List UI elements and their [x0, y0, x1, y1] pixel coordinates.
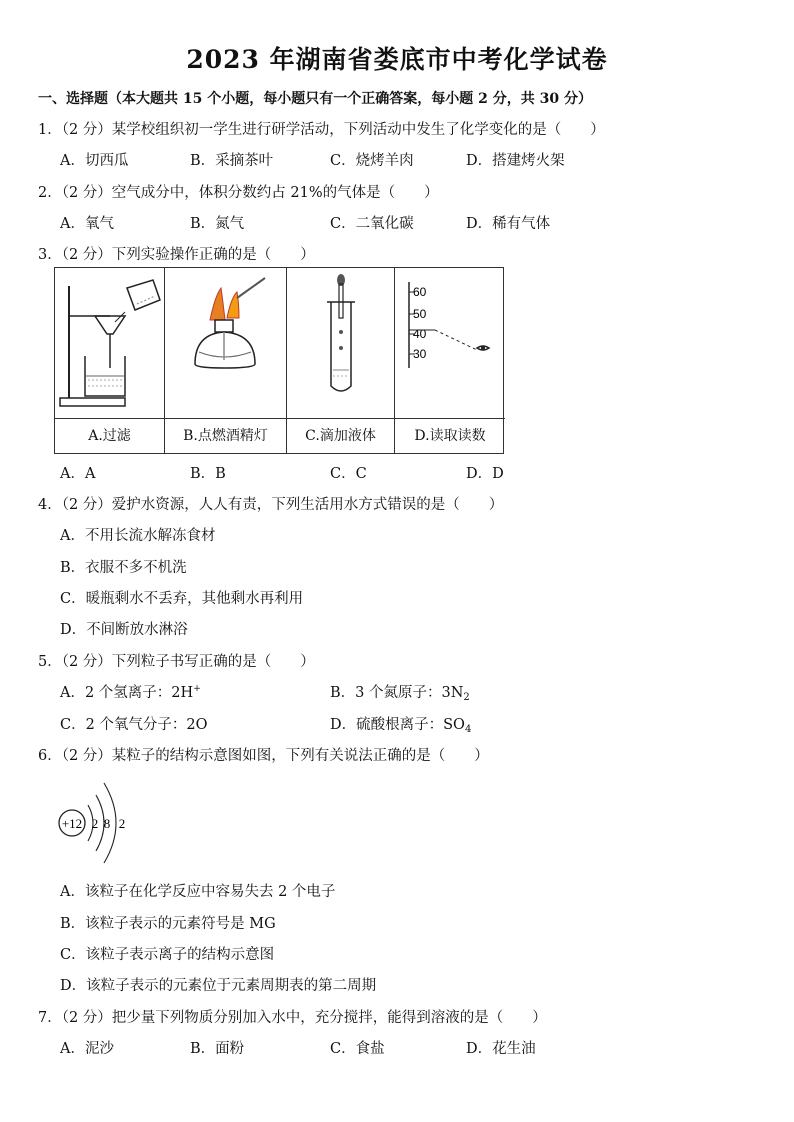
lab-caption-b: B.点燃酒精灯 [165, 418, 286, 453]
scale-40: 40 [413, 327, 427, 341]
q1-option-c: C．烧烤羊肉 [330, 153, 414, 169]
shell-1-electrons: 2 [91, 816, 99, 831]
q6-option-b: B．该粒子表示的元素符号是 MG [60, 916, 276, 932]
exam-title: 2023 年湖南省娄底市中考化学试卷 [186, 45, 608, 74]
q3-option-a: A．A [60, 466, 96, 482]
question-5-stem: 5．（2 分）下列粒子书写正确的是（ ） [38, 654, 315, 670]
lab-caption-a: A.过滤 [55, 418, 164, 453]
lab-caption-d: D.读取读数 [395, 418, 505, 453]
q4-option-c: C．暖瓶剩水不丢弃，其他剩水再利用 [60, 591, 304, 607]
q1-option-a: A．切西瓜 [60, 153, 129, 169]
q2-option-a: A．氧气 [60, 216, 114, 232]
question-2-stem: 2．（2 分）空气成分中，体积分数约占 21%的气体是（ ） [38, 185, 439, 201]
q2-option-c: C．二氧化碳 [330, 216, 414, 232]
q5-option-d-sub: 4 [464, 724, 472, 735]
lab-caption-c: C.滴加液体 [287, 418, 394, 453]
q5-option-c [60, 713, 208, 734]
q5-option-a-sup: + [193, 684, 201, 694]
q5-option-d-text: D．硫酸根离子：SO [330, 717, 465, 733]
scale-60: 60 [413, 285, 427, 299]
q5-option-a-text: A．2 个氢离子：2H [60, 685, 194, 701]
q4-option-a: A．不用长流水解冻食材 [60, 528, 216, 544]
shell-3-electrons: 2 [118, 816, 126, 831]
q5-option-a [60, 681, 201, 702]
lab-cell-b [165, 268, 287, 453]
q4-option-d: D．不间断放水淋浴 [60, 622, 188, 638]
q1-option-b: B．采摘茶叶 [190, 153, 274, 169]
q3-option-c: C．C [330, 466, 367, 482]
q7-option-a: A．泥沙 [60, 1041, 114, 1057]
q3-option-b: B．B [190, 466, 226, 482]
q7-option-c: C．食盐 [330, 1041, 385, 1057]
q6-option-a: A．该粒子在化学反应中容易失去 2 个电子 [60, 884, 336, 900]
lab-cell-c [287, 268, 395, 453]
scale-30: 30 [413, 347, 427, 361]
q2-option-b: B．氮气 [190, 216, 245, 232]
q2-option-d: D．稀有气体 [466, 216, 551, 232]
question-7-stem: 7．（2 分）把少量下列物质分别加入水中，充分搅拌，能得到溶液的是（ ） [38, 1010, 547, 1026]
q5-option-b-sub: 2 [463, 692, 470, 703]
section-heading: 一、选择题（本大题共 15 个小题，每小题只有一个正确答案，每小题 2 分，共 30 分） [38, 91, 592, 107]
q5-option-d [330, 713, 471, 735]
question-1-stem: 1．（2 分）某学校组织初一学生进行研学活动，下列活动中发生了化学变化的是（ ） [38, 122, 605, 138]
question-6-stem: 6．（2 分）某粒子的结构示意图如图，下列有关说法正确的是（ ） [38, 748, 489, 764]
q6-option-d: D．该粒子表示的元素位于元素周期表的第二周期 [60, 978, 377, 994]
alcohol-lamp-icon [165, 268, 287, 418]
question-4-stem: 4．（2 分）爱护水资源，人人有责，下列生活用水方式错误的是（ ） [38, 497, 504, 513]
lab-operations-table [54, 267, 504, 454]
q5-option-c-text: C．2 个氧气分子：2O [60, 717, 208, 733]
q6-option-c: C．该粒子表示离子的结构示意图 [60, 947, 275, 963]
nucleus-charge: +12 [61, 816, 83, 831]
q3-option-d: D．D [466, 466, 504, 482]
shell-2-electrons: 8 [103, 816, 111, 831]
q5-option-b-text: B．3 个氮原子：3N [330, 685, 464, 701]
q7-option-b: B．面粉 [190, 1041, 245, 1057]
q1-option-d: D．搭建烤火架 [466, 153, 565, 169]
scale-50: 50 [413, 307, 427, 321]
question-3-stem: 3．（2 分）下列实验操作正确的是（ ） [38, 247, 315, 263]
lab-cell-a [55, 268, 165, 453]
q5-option-b [330, 681, 470, 703]
atom-structure-diagram [54, 775, 144, 870]
filtration-apparatus-icon [55, 268, 165, 418]
lab-cell-d [395, 268, 505, 453]
graduated-cylinder-icon [395, 268, 505, 418]
q7-option-d: D．花生油 [466, 1041, 536, 1057]
q4-option-b: B．衣服不多不机洗 [60, 560, 187, 576]
dropper-test-tube-icon [287, 268, 395, 418]
